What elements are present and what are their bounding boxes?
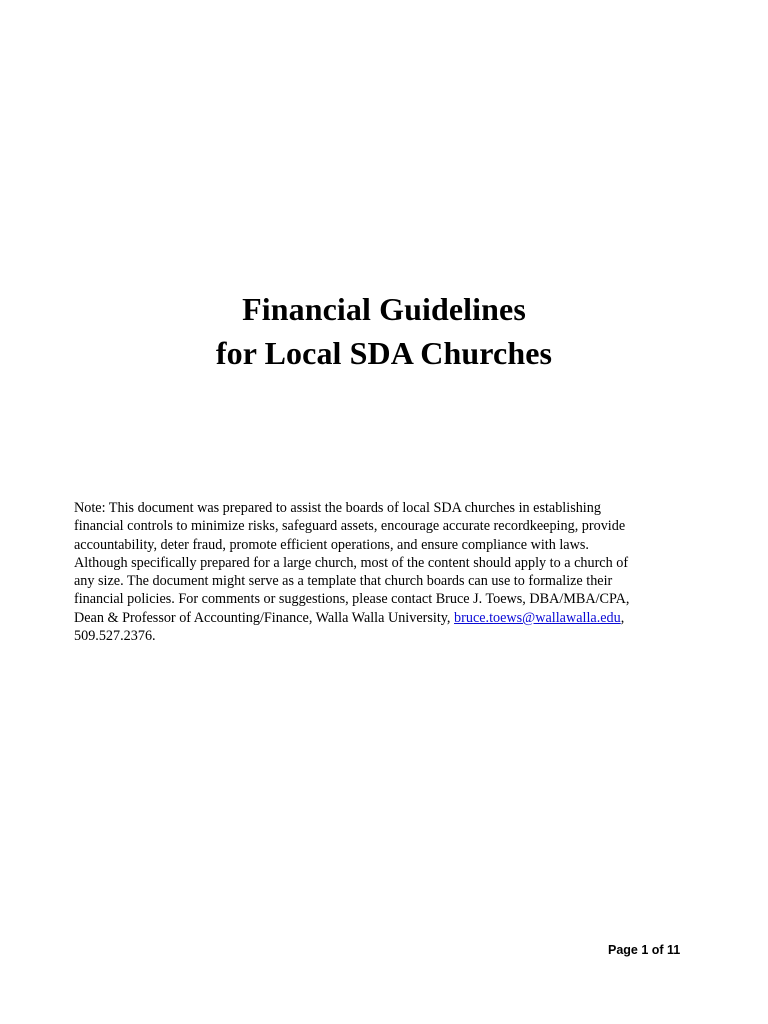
email-link[interactable]: bruce.toews@wallawalla.edu bbox=[454, 609, 621, 626]
note-line: financial controls to minimize risks, safeguard assets, encourage accurate recordkeeping, provide bbox=[74, 518, 626, 535]
note-line: Note: This document was prepared to assist the boards of local SDA churches in establishing bbox=[74, 500, 601, 516]
phone-number: 509.527.2376. bbox=[74, 628, 156, 645]
contact-text: Dean & Professor of Accounting/Finance, Walla Walla University, bbox=[74, 609, 455, 626]
title-line-1: Financial Guidelines bbox=[242, 291, 526, 327]
title-line-2: for Local SDA Churches bbox=[215, 335, 553, 371]
note-line: Although specifically prepared for a large church, most of the content should apply to a church of bbox=[74, 554, 629, 571]
document-title bbox=[0, 287, 768, 375]
contact-comma: , bbox=[620, 609, 625, 626]
page-number: Page 1 of 11 bbox=[608, 943, 681, 957]
note-line: financial policies. For comments or suggestions, please contact Bruce J. Toews, DBA/MBA/CPA, bbox=[74, 591, 630, 608]
note-line: any size. The document might serve as a template that church boards can use to formalize their bbox=[74, 573, 613, 590]
note-line-contact bbox=[74, 609, 674, 627]
note-line: accountability, deter fraud, promote efficient operations, and ensure compliance with laws. bbox=[74, 536, 589, 553]
note-paragraph bbox=[74, 499, 674, 645]
